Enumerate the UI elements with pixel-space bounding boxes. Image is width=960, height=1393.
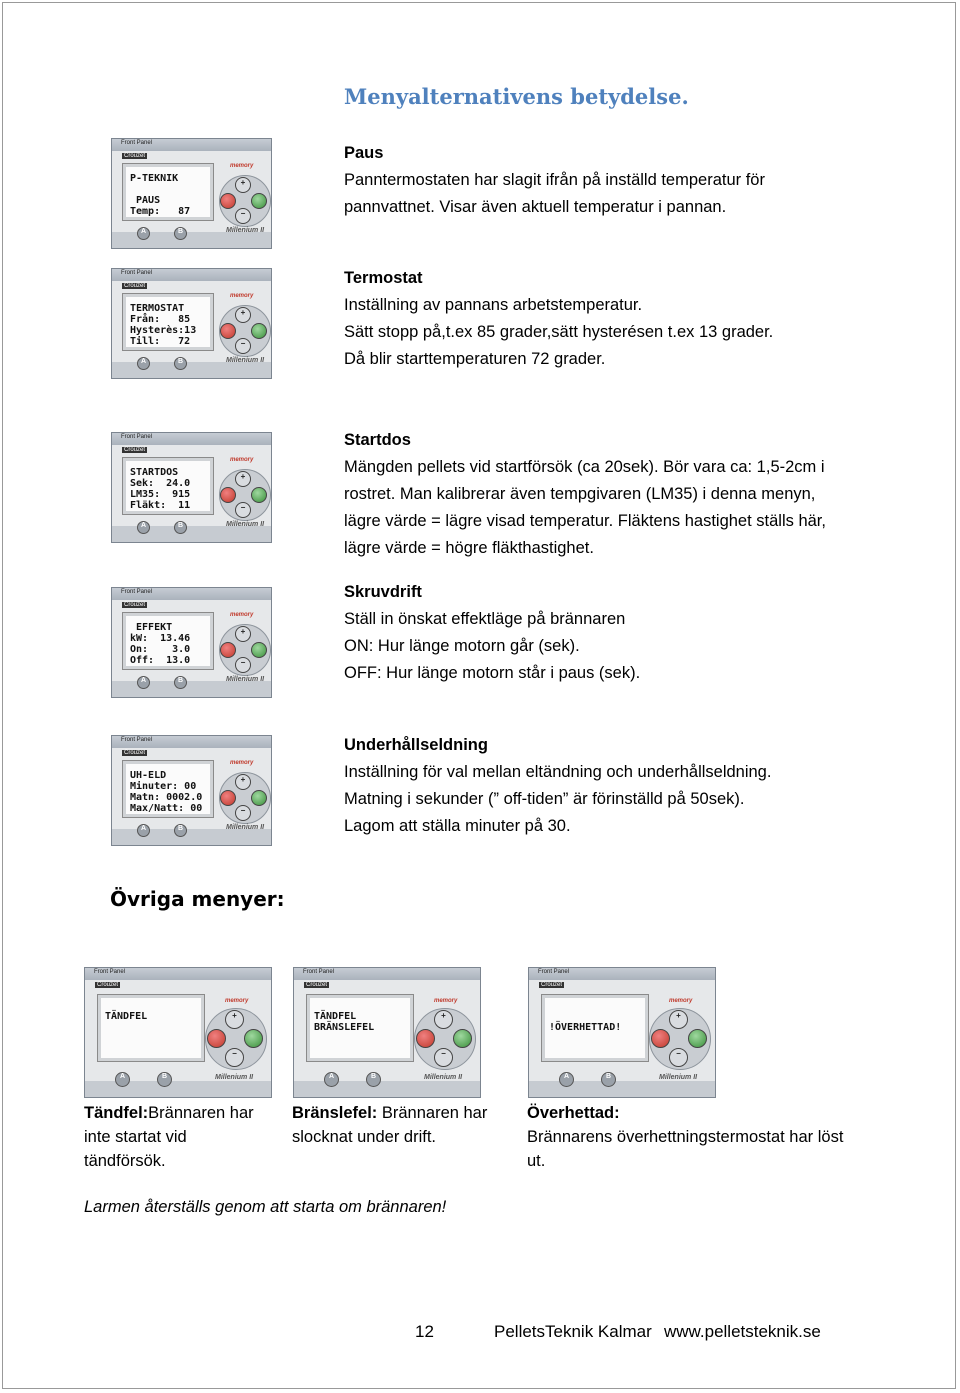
a-button: A (324, 1072, 339, 1087)
front-panel-image: Front Panel Crouzet TÄNDFEL memory + − A B Millenium II (84, 967, 272, 1098)
section-line: Ställ in önskat effektläge på brännaren (344, 610, 626, 628)
plus-button: + (235, 307, 251, 323)
page-number: 12 (415, 1322, 434, 1341)
a-button: A (137, 676, 150, 689)
front-panel-image: Front Panel Crouzet !ÖVERHETTAD! memory + − A B Millenium II (528, 967, 716, 1098)
lcd-display: EFFEKT kW: 13.46 On: 3.0 Off: 13.0 (122, 612, 214, 670)
section-heading: Paus (344, 144, 384, 162)
section-line: rostret. Man kalibrerar även tempgivaren (LM35) i denna menyn, (344, 485, 816, 503)
plus-button: + (235, 177, 251, 193)
section-line: Panntermostaten har slagit ifrån på inställd temperatur för (344, 171, 765, 189)
minus-button: − (235, 657, 251, 673)
a-button: A (137, 357, 150, 370)
section-line: lägre värde = lägre visad temperatur. Fläktens hastighet ställs här, (344, 512, 826, 530)
section-line: lägre värde = högre fläkthastighet. (344, 539, 594, 557)
alarm-caption-overhettad: Överhettad: Brännarens överhettningstermostat har löst ut. (527, 1104, 844, 1170)
plus-button: + (235, 471, 251, 487)
lcd-display: TÄNDFEL (97, 994, 205, 1062)
section-line: Matning i sekunder (” off-tiden” är förinställd på 50sek). (344, 790, 745, 808)
section-heading: Underhållseldning (344, 736, 488, 754)
alarm-caption-tandfel: Tändfel:Brännaren har inte startat vid tändförsök. (84, 1104, 254, 1170)
minus-button: − (434, 1048, 453, 1067)
section-startdos (344, 427, 904, 562)
footer-website: www.pelletsteknik.se (664, 1322, 821, 1341)
section-line: Mängden pellets vid startförsök (ca 20sek). Bör vara ca: 1,5-2cm i (344, 458, 825, 476)
section-heading: Startdos (344, 431, 411, 449)
page-title: Menyalternativens betydelse. (344, 84, 689, 109)
ok-button (251, 323, 267, 339)
section-heading: Termostat (344, 269, 423, 287)
minus-button: − (235, 338, 251, 354)
escape-button (220, 323, 236, 339)
section-line: OFF: Hur länge motorn står i paus (sek). (344, 664, 641, 682)
plus-button: + (669, 1010, 688, 1029)
a-button: A (559, 1072, 574, 1087)
a-button: A (115, 1072, 130, 1087)
lcd-display: STARTDOS Sek: 24.0 LM35: 915 Fläkt: 11 (122, 457, 214, 515)
escape-button (220, 193, 236, 209)
ok-button (251, 642, 267, 658)
b-button: B (174, 521, 187, 534)
escape-button (207, 1029, 226, 1048)
minus-button: − (669, 1048, 688, 1067)
front-panel-image: Front Panel Crouzet EFFEKT kW: 13.46 On: 3.0 Off: 13.0 memory + − A B Millenium II (111, 587, 272, 698)
b-button: B (174, 824, 187, 837)
ok-button (244, 1029, 263, 1048)
other-menus-heading: Övriga menyer: (110, 887, 285, 911)
section-line: Då blir starttemperaturen 72 grader. (344, 350, 606, 368)
minus-button: − (235, 805, 251, 821)
section-line: Inställning för val mellan eltändning och underhållseldning. (344, 763, 772, 781)
front-panel-image: Front Panel Crouzet TÄNDFEL BRÄNSLEFEL memory + − A B Millenium II (293, 967, 481, 1098)
ok-button (688, 1029, 707, 1048)
a-button: A (137, 824, 150, 837)
minus-button: − (235, 208, 251, 224)
lcd-display: TERMOSTAT Från: 85 Hysterès:13 Till: 72 (122, 293, 214, 351)
front-panel-image: Front Panel Crouzet UH-ELD Minuter: 00 Matn: 0002.0 Max/Natt: 00 memory + − A B Millenium II (111, 735, 272, 846)
section-line: Lagom att ställa minuter på 30. (344, 817, 571, 835)
ok-button (453, 1029, 472, 1048)
front-panel-image: Front Panel Crouzet TERMOSTAT Från: 85 Hysterès:13 Till: 72 memory + − A B Millenium II (111, 268, 272, 379)
minus-button: − (235, 502, 251, 518)
section-underhallseldning (344, 732, 904, 840)
minus-button: − (225, 1048, 244, 1067)
b-button: B (174, 676, 187, 689)
escape-button (220, 487, 236, 503)
section-line: Sätt stopp på,t.ex 85 grader,sätt hysterésen t.ex 13 grader. (344, 323, 774, 341)
ok-button (251, 193, 267, 209)
section-line: pannvattnet. Visar även aktuell temperatur i pannan. (344, 198, 727, 216)
escape-button (220, 790, 236, 806)
section-line: ON: Hur länge motorn går (sek). (344, 637, 580, 655)
section-termostat (344, 265, 904, 373)
front-panel-image: Front Panel Crouzet STARTDOS Sek: 24.0 LM35: 915 Fläkt: 11 memory + − A B Millenium II (111, 432, 272, 543)
section-line: Inställning av pannans arbetstemperatur. (344, 296, 643, 314)
b-button: B (366, 1072, 381, 1087)
section-paus (344, 140, 904, 221)
footer-company: PelletsTeknik Kalmar (494, 1322, 652, 1341)
section-heading: Skruvdrift (344, 583, 422, 601)
plus-button: + (235, 626, 251, 642)
plus-button: + (225, 1010, 244, 1029)
b-button: B (174, 357, 187, 370)
lcd-display: !ÖVERHETTAD! (541, 994, 649, 1062)
b-button: B (601, 1072, 616, 1087)
alarm-caption-branslefel: Bränslefel: Brännaren har slocknat under drift. (292, 1104, 488, 1146)
lcd-display: UH-ELD Minuter: 00 Matn: 0002.0 Max/Natt: 00 (122, 760, 214, 818)
lcd-display: TÄNDFEL BRÄNSLEFEL (306, 994, 414, 1062)
ok-button (251, 790, 267, 806)
escape-button (416, 1029, 435, 1048)
b-button: B (174, 227, 187, 240)
lcd-display: P-TEKNIK PAUS Temp: 87 (122, 163, 214, 221)
a-button: A (137, 521, 150, 534)
plus-button: + (235, 774, 251, 790)
front-panel-image: Front Panel Crouzet P-TEKNIK PAUS Temp: 87 memory + − A B Millenium II (111, 138, 272, 249)
escape-button (651, 1029, 670, 1048)
section-skruvdrift (344, 579, 904, 687)
escape-button (220, 642, 236, 658)
reset-note: Larmen återställs genom att starta om brännaren! (84, 1198, 447, 1216)
plus-button: + (434, 1010, 453, 1029)
ok-button (251, 487, 267, 503)
b-button: B (157, 1072, 172, 1087)
a-button: A (137, 227, 150, 240)
